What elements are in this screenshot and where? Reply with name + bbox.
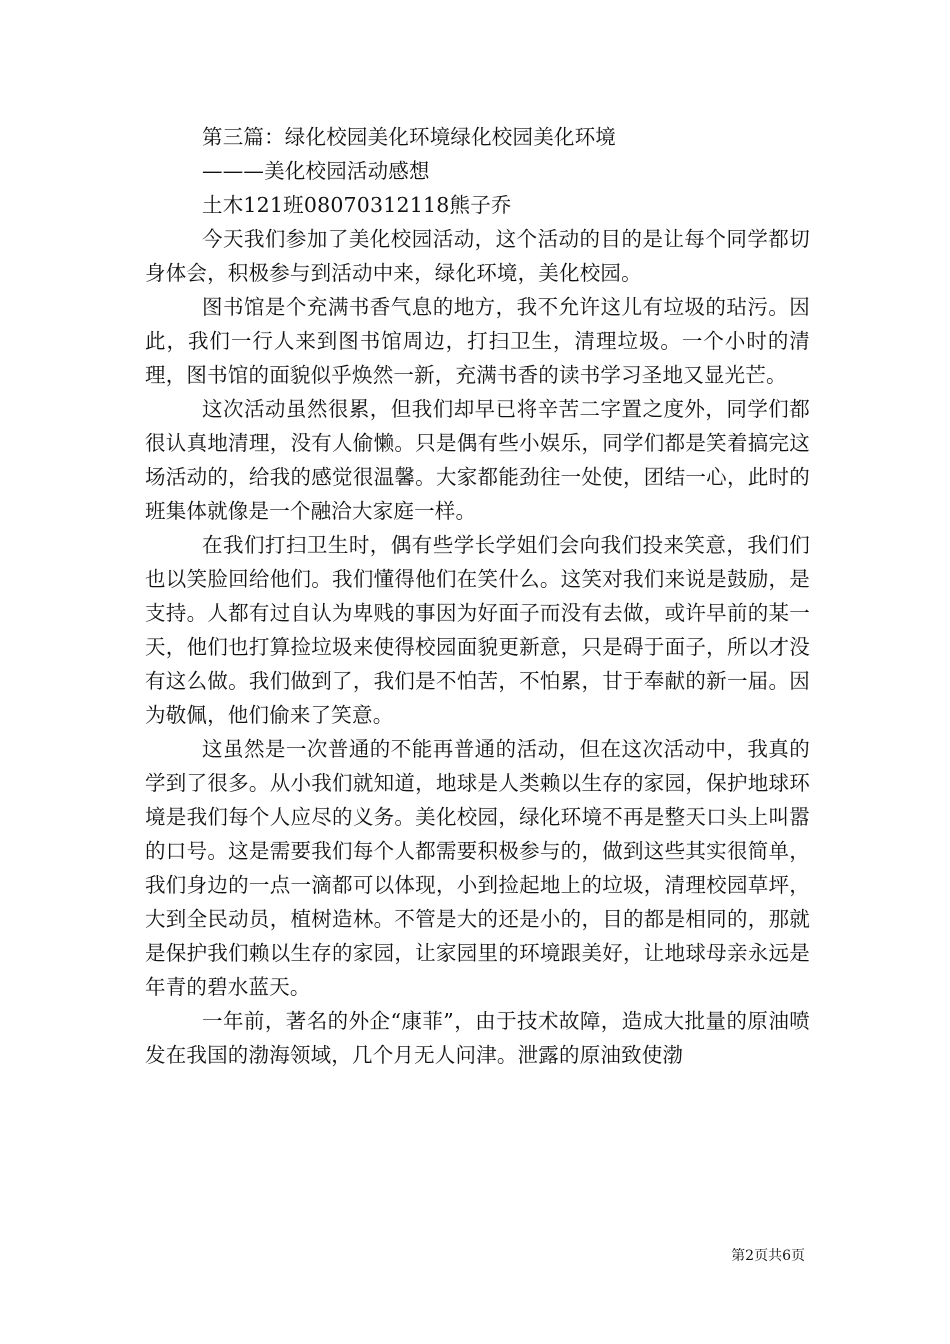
author-line: 土木121班08070312118熊子乔 xyxy=(202,193,512,217)
paragraph: 这次活动虽然很累，但我们却早已将辛苦二字置之度外，同学们都很认真地清理，没有人偷懒。只是偶有些小娱乐，同学们都是笑着搞完这场活动的，给我的感觉很温馨。大家都能劲往一处使，团结一心，此时的班集体就像是一个融洽大家庭一样。 xyxy=(145,397,810,523)
paragraph: 图书馆是个充满书香气息的地方，我不允许这儿有垃圾的玷污。因此，我们一行人来到图书馆周边，打扫卫生，清理垃圾。一个小时的清理，图书馆的面貌似乎焕然一新，充满书香的读书学习圣地又显光芒。 xyxy=(145,295,810,387)
paragraph: 一年前，著名的外企“康菲”，由于技术故障，造成大批量的原油喷发在我国的渤海领域，几个月无人问津。泄露的原油致使渤 xyxy=(145,1009,810,1067)
paragraph: 在我们打扫卫生时，偶有些学长学姐们会向我们投来笑意，我们们也以笑脸回给他们。我们懂得他们在笑什么。这笑对我们来说是鼓励，是支持。人都有过自认为卑贱的事因为好面子而没有去做，或许早前的某一天，他们也打算捡垃圾来使得校园面貌更新意，只是碍于面子，所以才没有这么做。我们做到了，我们是不怕苦，不怕累，甘于奉献的新一届。因为敬佩，他们偷来了笑意。 xyxy=(145,533,810,727)
paragraph: 这虽然是一次普通的不能再普通的活动，但在这次活动中，我真的学到了很多。从小我们就知道，地球是人类赖以生存的家园，保护地球环境是我们每个人应尽的义务。美化校园，绿化环境不再是整天口头上叫嚣的口号。这是需要我们每个人都需要积极参与的，做到这些其实很简单，我们身边的一点一滴都可以体现，小到捡起地上的垃圾，清理校园草坪，大到全民动员，植树造林。不管是大的还是小的，目的都是相同的，那就是保护我们赖以生存的家园，让家园里的环境跟美好，让地球母亲永远是年青的碧水蓝天。 xyxy=(145,737,810,999)
paragraph: 今天我们参加了美化校园活动，这个活动的目的是让每个同学都切身体会，积极参与到活动中来，绿化环境，美化校园。 xyxy=(145,227,810,285)
page-number: 第2页共6页 xyxy=(731,1248,805,1264)
document-title: 第三篇：绿化校园美化环境绿化校园美化环境 xyxy=(202,125,616,149)
document-subtitle: ———美化校园活动感想 xyxy=(202,159,430,183)
document-body xyxy=(145,120,810,1072)
